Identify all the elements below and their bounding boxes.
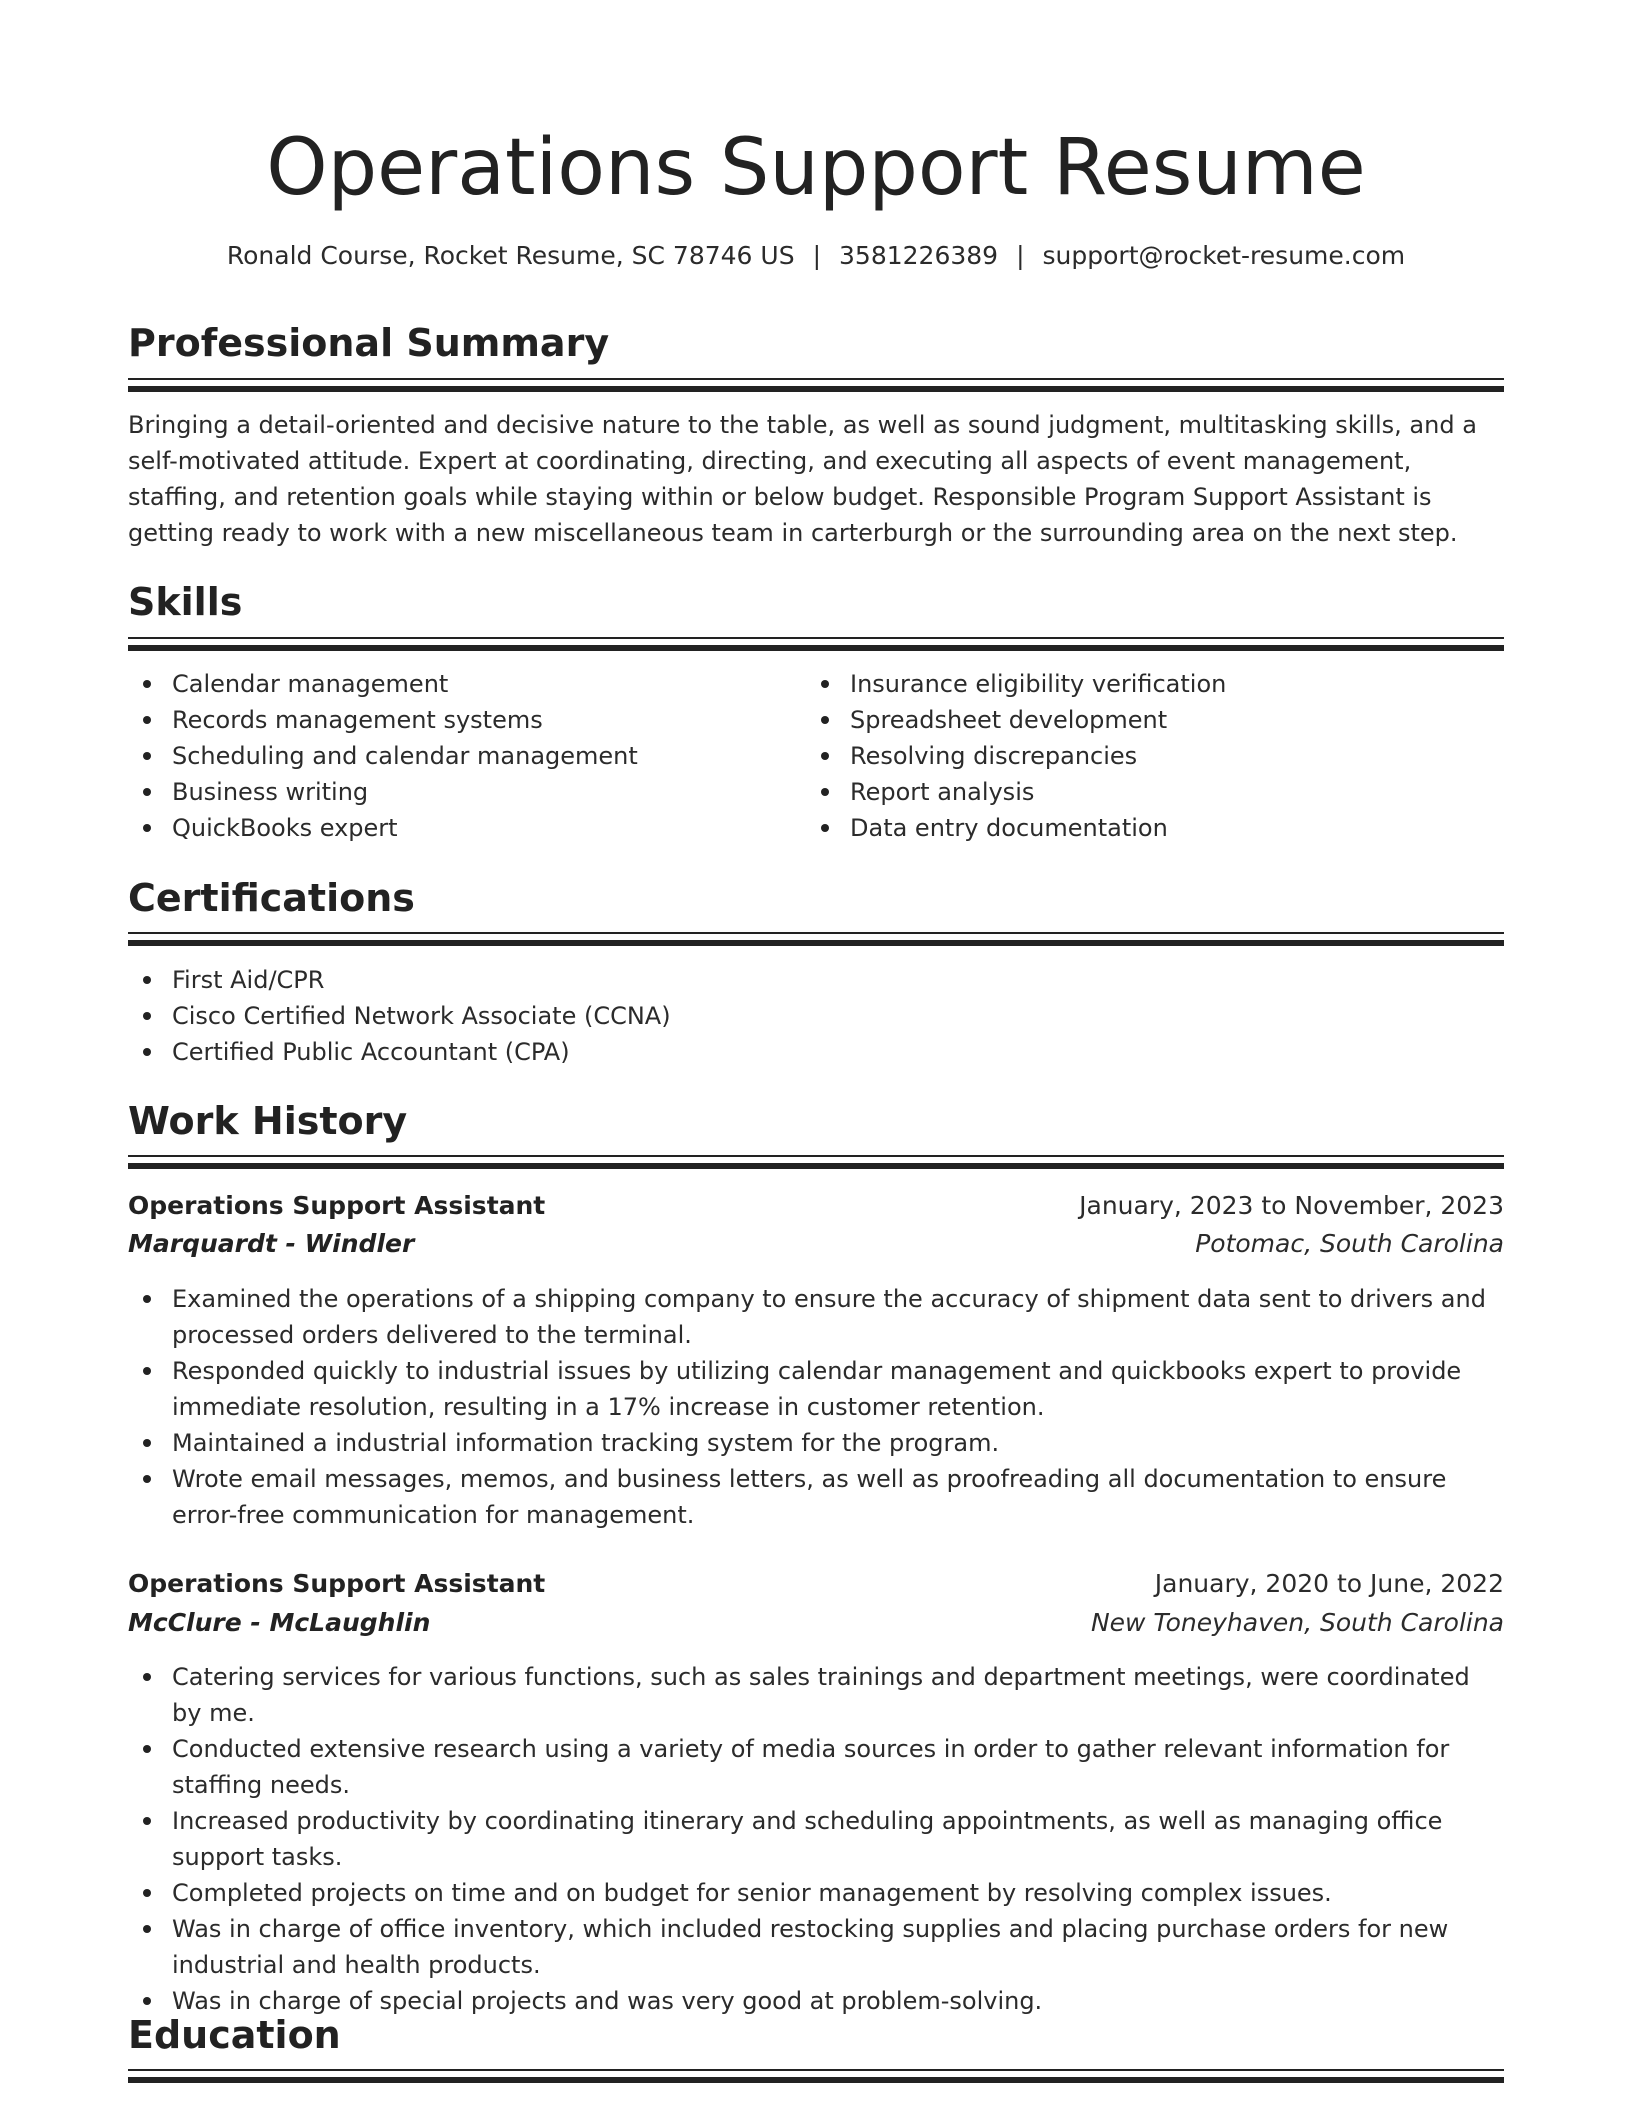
- certification-item: Cisco Certified Network Associate (CCNA): [128, 998, 1504, 1034]
- skills-list-right: [806, 666, 1504, 846]
- skill-item: Report analysis: [806, 774, 1504, 810]
- skill-item: Records management systems: [128, 702, 788, 738]
- resume-page: [128, 0, 1504, 2112]
- job-location: Potomac, South Carolina: [1195, 1229, 1504, 1258]
- contact-line: [128, 238, 1504, 274]
- resume-title: Operations Support Resume: [266, 123, 1366, 213]
- section-divider: [128, 637, 1504, 652]
- contact-email: support@rocket-resume.com: [1042, 241, 1406, 270]
- job-dates: January, 2020 to June, 2022: [1154, 1569, 1504, 1598]
- skill-item: Calendar management: [128, 666, 788, 702]
- section-divider: [128, 2069, 1504, 2084]
- job-location: New Toneyhaven, South Carolina: [1090, 1608, 1504, 1637]
- skill-item: Data entry documentation: [806, 810, 1504, 846]
- skill-item: Business writing: [128, 774, 788, 810]
- job-bullets: [128, 1659, 1504, 2019]
- job-dates: January, 2023 to November, 2023: [1079, 1191, 1504, 1220]
- job-bullet: Catering services for various functions, such as sales trainings and department meetings, were coordinated by me.: [128, 1659, 1504, 1731]
- section-divider: [128, 378, 1504, 393]
- skill-item: Spreadsheet development: [806, 702, 1504, 738]
- job-bullet: Wrote email messages, memos, and business letters, as well as proofreading all documentation to ensure error-free communication for management.: [128, 1461, 1504, 1533]
- job-bullet: Increased productivity by coordinating itinerary and scheduling appointments, as well as managing office support tasks.: [128, 1803, 1504, 1875]
- contact-separator: |: [1016, 241, 1025, 270]
- education-heading: Education: [128, 2013, 341, 2057]
- job-bullet: Completed projects on time and on budget for senior management by resolving complex issues.: [128, 1875, 1504, 1911]
- work-history-heading: Work History: [128, 1099, 408, 1143]
- certifications-list: [128, 962, 1504, 1070]
- skill-item: QuickBooks expert: [128, 810, 788, 846]
- skills-list-left: [128, 666, 788, 846]
- skill-item: Resolving discrepancies: [806, 738, 1504, 774]
- section-divider: [128, 932, 1504, 947]
- job-bullet: Responded quickly to industrial issues by utilizing calendar management and quickbooks expert to provide immediate resolution, resulting in a 17% increase in customer retention.: [128, 1353, 1504, 1425]
- job-bullet: Was in charge of special projects and was very good at problem-solving.: [128, 1983, 1504, 2019]
- summary-heading: Professional Summary: [128, 321, 610, 365]
- summary-text: Bringing a detail-oriented and decisive nature to the table, as well as sound judgment, multitasking skills, and a self-motivated attitude. Expert at coordinating, directing, and executing all aspects of event management, staffing, and retention goals while staying within or below budget. Responsible Program Support Assistant is getting ready to work with a new miscellaneous team in carterburgh or the surrounding area on the next step.: [128, 411, 1477, 547]
- certifications-heading: Certifications: [128, 876, 415, 920]
- job-bullet: Examined the operations of a shipping company to ensure the accuracy of shipment data sent to drivers and processed orders delivered to the terminal.: [128, 1281, 1504, 1353]
- job-bullet: Maintained a industrial information tracking system for the program.: [128, 1425, 1504, 1461]
- certification-item: First Aid/CPR: [128, 962, 1504, 998]
- skill-item: Insurance eligibility verification: [806, 666, 1504, 702]
- certification-item: Certified Public Accountant (CPA): [128, 1034, 1504, 1070]
- job-bullet: Was in charge of office inventory, which included restocking supplies and placing purchase orders for new industrial and health products.: [128, 1911, 1504, 1983]
- job-title: Operations Support Assistant: [128, 1191, 546, 1220]
- job-bullets: [128, 1281, 1504, 1533]
- contact-address: Ronald Course, Rocket Resume, SC 78746 US: [226, 241, 795, 270]
- job-company: McClure - McLaughlin: [128, 1608, 431, 1637]
- job-bullet: Conducted extensive research using a variety of media sources in order to gather relevant information for staffing needs.: [128, 1731, 1504, 1803]
- skills-heading: Skills: [128, 580, 243, 624]
- contact-separator: |: [812, 241, 822, 270]
- contact-phone: 3581226389: [839, 241, 999, 270]
- job-company: Marquardt - Windler: [128, 1229, 415, 1258]
- job-title: Operations Support Assistant: [128, 1569, 546, 1598]
- skill-item: Scheduling and calendar management: [128, 738, 788, 774]
- section-divider: [128, 1155, 1504, 1170]
